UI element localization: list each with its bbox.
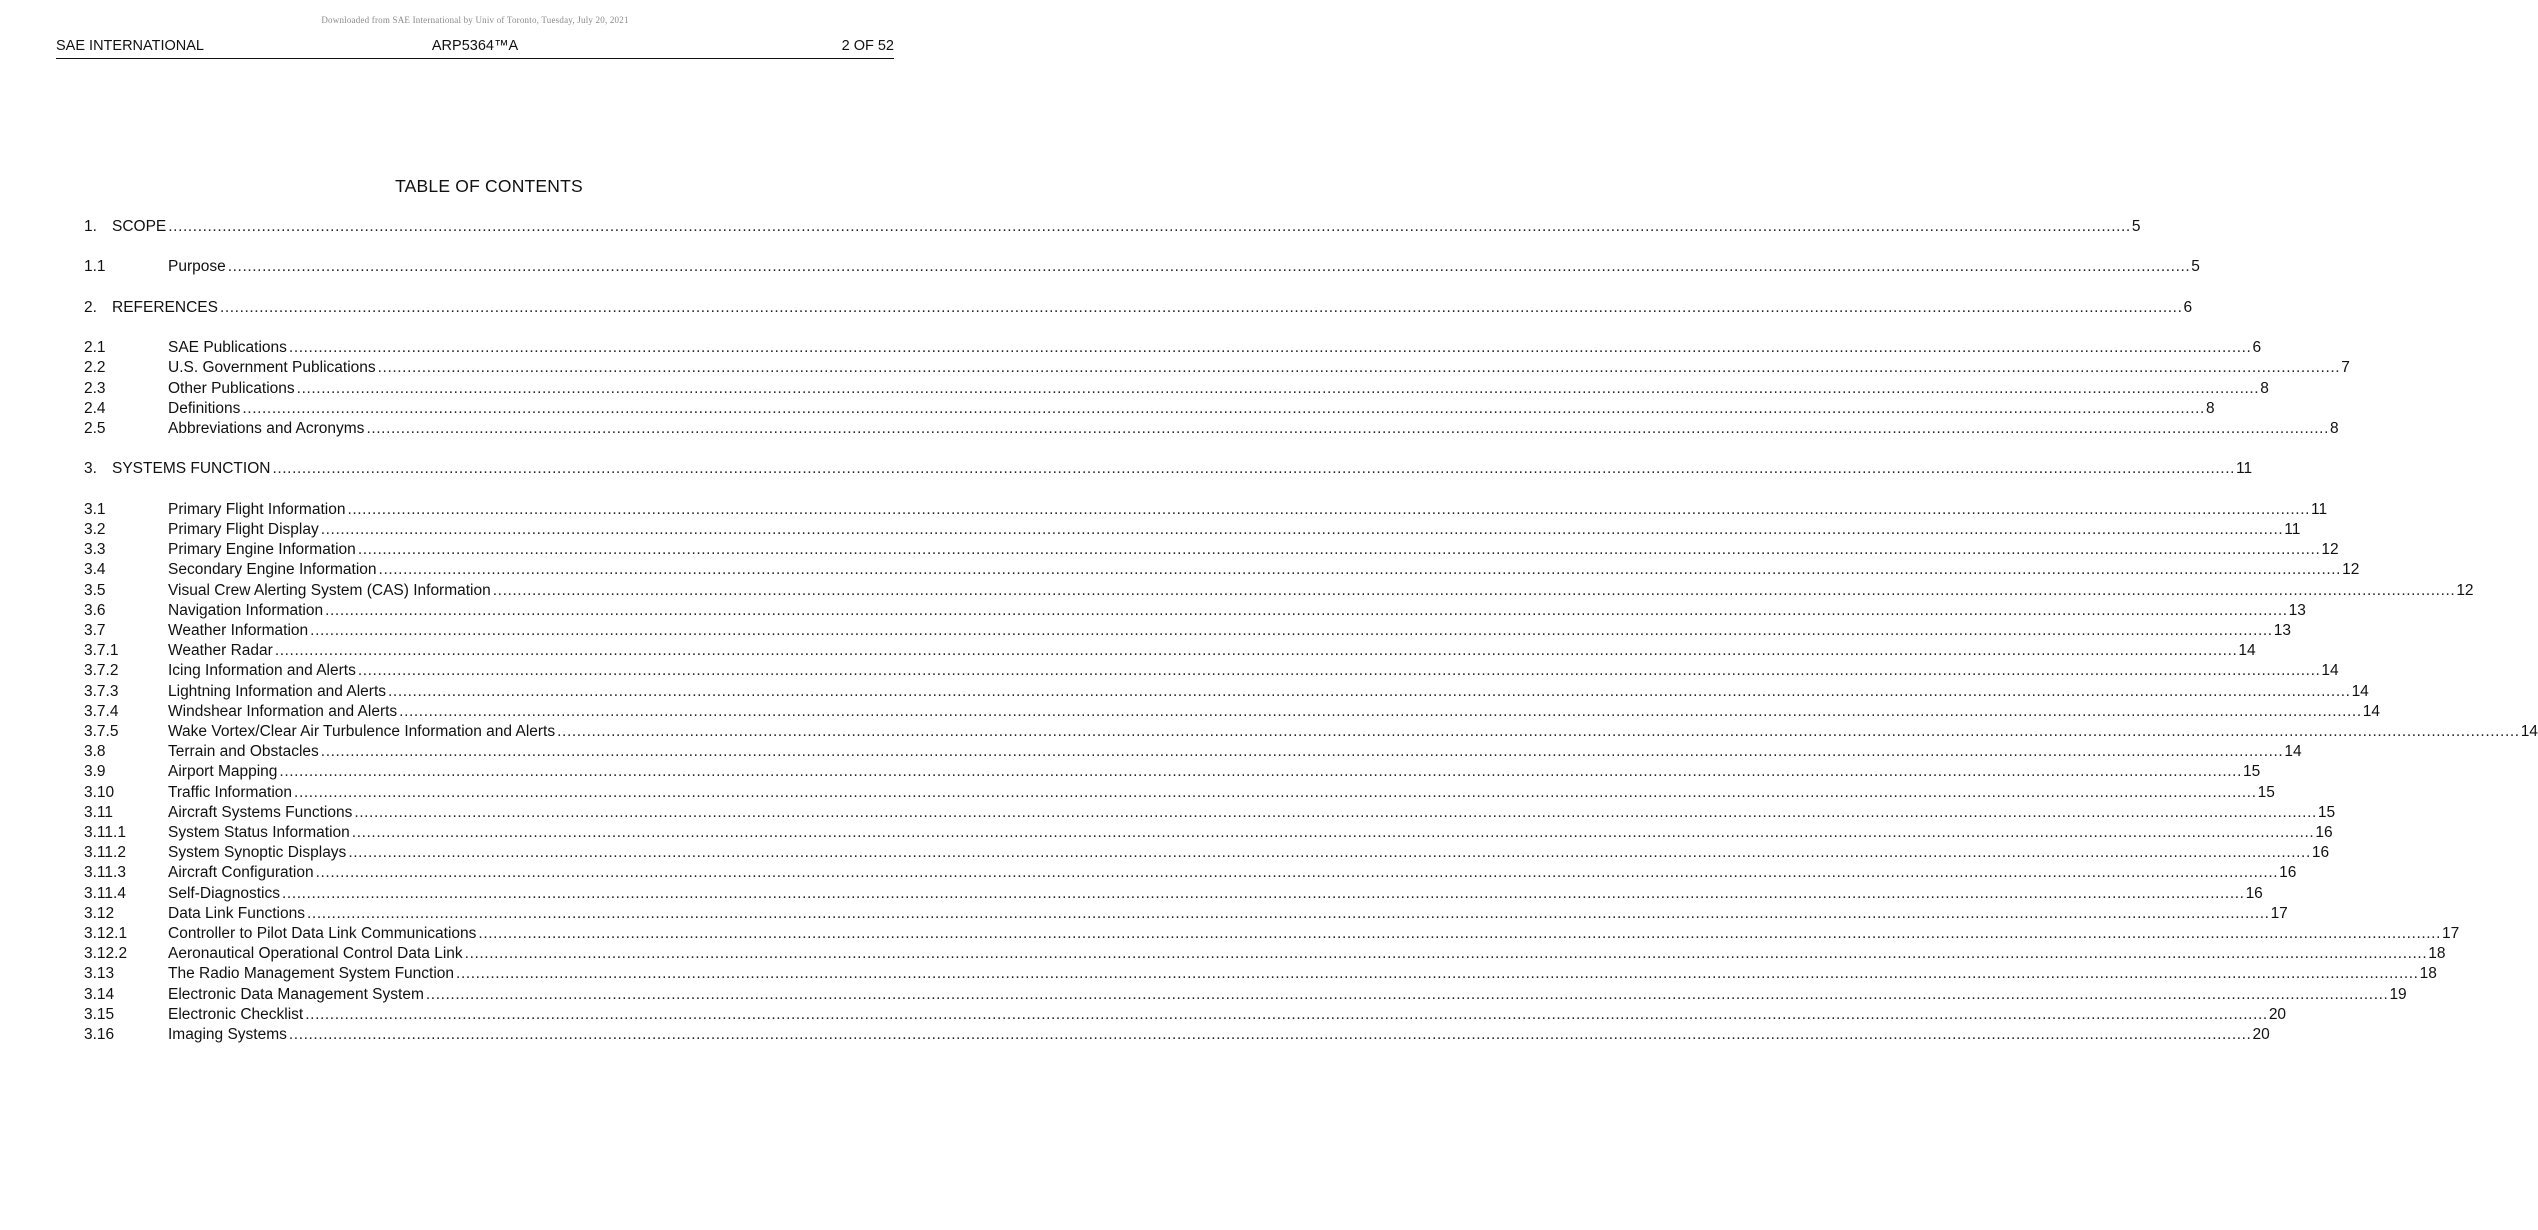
toc-entry[interactable] bbox=[84, 621, 2291, 641]
toc-entry[interactable] bbox=[84, 419, 2339, 439]
toc-entry-title: Terrain and Obstacles bbox=[168, 743, 319, 761]
toc-entry-number: 3.11 bbox=[84, 803, 114, 821]
toc-entry-page: 11 bbox=[2284, 521, 2301, 538]
toc-entry[interactable] bbox=[84, 722, 2538, 742]
toc-entry[interactable] bbox=[84, 863, 2297, 883]
toc-dot-leader: ................................................................................................................................................................................................................................................................................................................................................................................................................ bbox=[366, 420, 2329, 437]
toc-entry-number: 3.3 bbox=[84, 541, 106, 559]
toc-entry-page: 19 bbox=[2389, 985, 2407, 1003]
toc-entry-number: 3.15 bbox=[84, 1005, 115, 1023]
toc-dot-leader: ................................................................................................................................................................................................................................................................................................................................................................................................................ bbox=[351, 824, 2315, 841]
header-publisher: SAE INTERNATIONAL bbox=[56, 38, 204, 54]
toc-entry-number: 3.11.2 bbox=[84, 844, 126, 862]
toc-entry-title: Electronic Data Management System bbox=[168, 985, 424, 1003]
toc-entry-page: 13 bbox=[2288, 601, 2306, 619]
toc-entry-page: 17 bbox=[2441, 925, 2460, 942]
toc-entry[interactable] bbox=[84, 762, 2261, 782]
toc-dot-leader: ................................................................................................................................................................................................................................................................................................................................................................................................................ bbox=[242, 399, 2205, 417]
toc-entry-title: Navigation Information bbox=[168, 601, 324, 619]
toc-dot-leader: ................................................................................................................................................................................................................................................................................................................................................................................................................ bbox=[478, 925, 2441, 942]
toc-entry-number: 3.9 bbox=[84, 763, 106, 781]
toc-entry-title: SYSTEMS FUNCTION bbox=[112, 460, 271, 478]
toc-dot-leader: ................................................................................................................................................................................................................................................................................................................................................................................................................ bbox=[168, 218, 2131, 235]
toc-entry[interactable] bbox=[84, 399, 2215, 419]
toc-dot-leader: ................................................................................................................................................................................................................................................................................................................................................................................................................ bbox=[464, 945, 2428, 963]
toc-entry-page: 8 bbox=[2260, 379, 2269, 397]
toc-entry-page: 7 bbox=[2341, 359, 2350, 377]
toc-entry-title: Other Publications bbox=[168, 379, 295, 397]
toc-entry-title: SAE Publications bbox=[168, 339, 287, 357]
toc-entry-title: Secondary Engine Information bbox=[168, 561, 377, 579]
toc-entry-page: 16 bbox=[2311, 844, 2330, 862]
toc-dot-leader: ................................................................................................................................................................................................................................................................................................................................................................................................................ bbox=[492, 581, 2456, 599]
toc-entry-page: 6 bbox=[2183, 298, 2193, 316]
toc-entry-page: 6 bbox=[2252, 339, 2262, 357]
toc-entry-title: Purpose bbox=[168, 258, 226, 276]
toc-entry-title: Imaging Systems bbox=[168, 1026, 287, 1043]
toc-entry-page: 14 bbox=[2238, 642, 2256, 660]
toc-entry-page: 14 bbox=[2351, 682, 2369, 700]
toc-entry[interactable] bbox=[84, 823, 2333, 843]
toc-dot-leader: ................................................................................................................................................................................................................................................................................................................................................................................................................ bbox=[325, 601, 2288, 619]
toc-entry-number: 3.1 bbox=[84, 500, 106, 518]
toc-dot-leader: ................................................................................................................................................................................................................................................................................................................................................................................................................ bbox=[320, 743, 2284, 761]
toc-dot-leader: ................................................................................................................................................................................................................................................................................................................................................................................................................ bbox=[425, 985, 2389, 1003]
toc-entry-page: 14 bbox=[2284, 743, 2302, 761]
toc-dot-leader: ................................................................................................................................................................................................................................................................................................................................................................................................................ bbox=[288, 1026, 2252, 1043]
toc-entry-title: Aeronautical Operational Control Data Link bbox=[168, 945, 463, 963]
toc-entry[interactable] bbox=[84, 843, 2330, 863]
toc-entry[interactable] bbox=[84, 601, 2306, 621]
toc-entry-page: 8 bbox=[2205, 399, 2215, 417]
toc-entry-number: 3.11.1 bbox=[84, 824, 126, 841]
toc-entry-page: 5 bbox=[2131, 218, 2141, 235]
toc-entry-page: 15 bbox=[2317, 803, 2336, 821]
toc-dot-leader: ................................................................................................................................................................................................................................................................................................................................................................................................................ bbox=[307, 904, 2270, 922]
toc-dot-leader: ................................................................................................................................................................................................................................................................................................................................................................................................................ bbox=[378, 561, 2342, 579]
toc-entry-page: 5 bbox=[2191, 258, 2200, 276]
toc-entry-title: Aircraft Systems Functions bbox=[168, 803, 353, 821]
toc-entry-number: 3.16 bbox=[84, 1026, 115, 1043]
toc-entry-number: 3.8 bbox=[84, 743, 106, 761]
toc-entry-number: 3.7.1 bbox=[84, 642, 119, 660]
toc-dot-leader: ................................................................................................................................................................................................................................................................................................................................................................................................................ bbox=[274, 642, 2238, 660]
toc-entry-title: Abbreviations and Acronyms bbox=[168, 420, 365, 437]
toc-dot-leader: ................................................................................................................................................................................................................................................................................................................................................................................................................ bbox=[377, 359, 2341, 377]
toc-entry-title: Electronic Checklist bbox=[168, 1005, 304, 1023]
toc-entry[interactable] bbox=[84, 520, 2301, 540]
toc-entry[interactable] bbox=[84, 459, 2253, 479]
toc-entry-title: U.S. Government Publications bbox=[168, 359, 376, 377]
toc-entry[interactable] bbox=[84, 1005, 2287, 1025]
toc-dot-leader: ................................................................................................................................................................................................................................................................................................................................................................................................................ bbox=[294, 783, 2257, 801]
toc-entry-number: 2. bbox=[84, 298, 97, 316]
toc-entry-page: 14 bbox=[2321, 662, 2339, 680]
toc-entry[interactable] bbox=[84, 500, 2328, 520]
toc-entry-number: 3.7.2 bbox=[84, 662, 119, 680]
toc-entry-number: 3.7.5 bbox=[84, 723, 119, 740]
toc-entry-page: 11 bbox=[2311, 500, 2328, 518]
toc-entry-page: 12 bbox=[2342, 561, 2360, 579]
toc-entry-number: 3.7.3 bbox=[84, 682, 119, 700]
toc-entry-title: Icing Information and Alerts bbox=[168, 662, 356, 680]
toc-entry-number: 3.2 bbox=[84, 521, 106, 538]
toc-entry-number: 3.10 bbox=[84, 783, 115, 801]
toc-entry-title: REFERENCES bbox=[112, 298, 218, 316]
toc-entry[interactable] bbox=[84, 257, 2200, 277]
toc-entry-title: Visual Crew Alerting System (CAS) Information bbox=[168, 581, 491, 599]
toc-dot-leader: ................................................................................................................................................................................................................................................................................................................................................................................................................ bbox=[347, 500, 2311, 518]
toc-entry-number: 3.7 bbox=[84, 622, 106, 639]
toc-entry-page: 16 bbox=[2315, 824, 2333, 841]
toc-dot-leader: ................................................................................................................................................................................................................................................................................................................................................................................................................ bbox=[282, 884, 2245, 902]
toc-entry-title: Weather Radar bbox=[168, 642, 273, 660]
toc-entry[interactable] bbox=[84, 540, 2339, 560]
toc-entry[interactable] bbox=[84, 358, 2350, 378]
toc-entry-title: Lightning Information and Alerts bbox=[168, 682, 386, 700]
toc-dot-leader: ................................................................................................................................................................................................................................................................................................................................................................................................................ bbox=[456, 965, 2419, 983]
toc-entry-page: 14 bbox=[2362, 702, 2380, 720]
toc-entry-number: 2.3 bbox=[84, 379, 106, 397]
toc-dot-leader: ................................................................................................................................................................................................................................................................................................................................................................................................................ bbox=[315, 864, 2279, 882]
toc-entry-title: System Synoptic Displays bbox=[168, 844, 347, 862]
toc-entry-page: 8 bbox=[2330, 420, 2339, 437]
toc-entry-number: 3.14 bbox=[84, 985, 115, 1003]
toc-entry-page: 20 bbox=[2268, 1005, 2287, 1023]
toc-entry-title: Windshear Information and Alerts bbox=[168, 702, 398, 720]
toc-entry-page: 16 bbox=[2245, 884, 2263, 902]
toc-entry[interactable] bbox=[84, 338, 2262, 358]
toc-entry-title: Data Link Functions bbox=[168, 904, 305, 922]
toc-dot-leader: ................................................................................................................................................................................................................................................................................................................................................................................................................ bbox=[557, 723, 2520, 740]
toc-dot-leader: ................................................................................................................................................................................................................................................................................................................................................................................................................ bbox=[227, 258, 2191, 276]
toc-entry-title: Definitions bbox=[168, 399, 241, 417]
toc-entry-title: Primary Flight Display bbox=[168, 521, 319, 538]
toc-entry[interactable] bbox=[84, 944, 2446, 964]
toc-entry-number: 3.4 bbox=[84, 561, 106, 579]
toc-entry-page: 15 bbox=[2257, 783, 2275, 801]
toc-dot-leader: ................................................................................................................................................................................................................................................................................................................................................................................................................ bbox=[296, 379, 2260, 397]
toc-dot-leader: ................................................................................................................................................................................................................................................................................................................................................................................................................ bbox=[310, 622, 2273, 639]
toc-entry[interactable] bbox=[84, 702, 2380, 722]
toc-entry[interactable] bbox=[84, 985, 2407, 1005]
toc-entry-number: 1.1 bbox=[84, 258, 106, 276]
toc-entry-title: System Status Information bbox=[168, 824, 350, 841]
toc-entry[interactable] bbox=[84, 884, 2263, 904]
toc-entry[interactable] bbox=[84, 803, 2336, 823]
toc-dot-leader: ................................................................................................................................................................................................................................................................................................................................................................................................................ bbox=[357, 541, 2321, 559]
toc-entry[interactable] bbox=[84, 682, 2369, 702]
toc-entry-page: 20 bbox=[2252, 1026, 2270, 1043]
toc-entry-title: Traffic Information bbox=[168, 783, 293, 801]
toc-entry[interactable] bbox=[84, 783, 2275, 803]
toc-entry-page: 12 bbox=[2321, 541, 2339, 559]
header-page-count: 2 OF 52 bbox=[841, 38, 894, 54]
toc-entry-number: 3.12 bbox=[84, 904, 115, 922]
toc-entry-number: 3.6 bbox=[84, 601, 106, 619]
toc-entry-page: 17 bbox=[2270, 904, 2288, 922]
toc-dot-leader: ................................................................................................................................................................................................................................................................................................................................................................................................................ bbox=[279, 763, 2242, 781]
toc-entry-number: 3.7.4 bbox=[84, 702, 119, 720]
toc-entry-title: Aircraft Configuration bbox=[168, 864, 314, 882]
header-document-number: ARP5364™A bbox=[431, 38, 519, 54]
toc-entry-title: Airport Mapping bbox=[168, 763, 278, 781]
toc-dot-leader: ................................................................................................................................................................................................................................................................................................................................................................................................................ bbox=[348, 844, 2311, 862]
toc-dot-leader: ................................................................................................................................................................................................................................................................................................................................................................................................................ bbox=[399, 702, 2362, 720]
toc-entry-number: 3.11.4 bbox=[84, 884, 126, 902]
toc-entry-page: 18 bbox=[2428, 945, 2446, 963]
toc-dot-leader: ................................................................................................................................................................................................................................................................................................................................................................................................................ bbox=[219, 298, 2183, 316]
toc-dot-leader: ................................................................................................................................................................................................................................................................................................................................................................................................................ bbox=[305, 1005, 2268, 1023]
toc-entry-title: Primary Engine Information bbox=[168, 541, 356, 559]
toc-entry-page: 12 bbox=[2456, 581, 2474, 599]
toc-entry-title: Controller to Pilot Data Link Communications bbox=[168, 925, 477, 942]
toc-entry-number: 3.11.3 bbox=[84, 864, 126, 882]
toc-entry-number: 1. bbox=[84, 218, 97, 235]
toc-entry-number: 2.4 bbox=[84, 399, 106, 417]
toc-dot-leader: ................................................................................................................................................................................................................................................................................................................................................................................................................ bbox=[288, 339, 2252, 357]
toc-entry[interactable] bbox=[84, 581, 2474, 601]
toc-entry[interactable] bbox=[84, 964, 2437, 984]
toc-entry[interactable] bbox=[84, 924, 2460, 944]
toc-entry-title: Self-Diagnostics bbox=[168, 884, 280, 902]
toc-entry-number: 3. bbox=[84, 460, 97, 478]
toc-entry[interactable] bbox=[84, 560, 2360, 580]
toc-dot-leader: ................................................................................................................................................................................................................................................................................................................................................................................................................ bbox=[388, 682, 2351, 700]
toc-entry-number: 3.12.1 bbox=[84, 925, 128, 942]
toc-entry-title: The Radio Management System Function bbox=[168, 965, 455, 983]
toc-entry-number: 3.12.2 bbox=[84, 945, 128, 963]
toc-dot-leader: ................................................................................................................................................................................................................................................................................................................................................................................................................ bbox=[272, 460, 2236, 478]
toc-entry[interactable] bbox=[84, 217, 2141, 237]
download-watermark: Downloaded from SAE International by Univ of Toronto, Tuesday, July 20, 2021 bbox=[321, 15, 629, 25]
toc-entry-number: 3.5 bbox=[84, 581, 106, 599]
toc-entry-number: 2.1 bbox=[84, 339, 106, 357]
toc-dot-leader: ................................................................................................................................................................................................................................................................................................................................................................................................................ bbox=[357, 662, 2321, 680]
toc-entry-page: 14 bbox=[2520, 723, 2538, 740]
toc-entry-page: 16 bbox=[2279, 864, 2297, 882]
toc-dot-leader: ................................................................................................................................................................................................................................................................................................................................................................................................................ bbox=[320, 521, 2284, 538]
page-header bbox=[56, 38, 894, 59]
toc-entry[interactable] bbox=[84, 379, 2269, 399]
toc-entry-number: 2.2 bbox=[84, 359, 106, 377]
toc-entry[interactable] bbox=[84, 1025, 2270, 1045]
toc-dot-leader: ................................................................................................................................................................................................................................................................................................................................................................................................................ bbox=[354, 803, 2317, 821]
toc-entry-page: 18 bbox=[2419, 965, 2437, 983]
toc-entry[interactable] bbox=[84, 641, 2256, 661]
toc-entry[interactable] bbox=[84, 742, 2302, 762]
toc-entry[interactable] bbox=[84, 661, 2339, 681]
toc-entry-page: 11 bbox=[2236, 460, 2253, 478]
toc-entry-title: SCOPE bbox=[112, 218, 167, 235]
toc-entry[interactable] bbox=[84, 298, 2193, 318]
toc-entry-title: Wake Vortex/Clear Air Turbulence Information and Alerts bbox=[168, 723, 556, 740]
toc-entry-number: 3.13 bbox=[84, 965, 115, 983]
toc-entry-title: Primary Flight Information bbox=[168, 500, 346, 518]
toc-title: TABLE OF CONTENTS bbox=[395, 176, 583, 196]
toc-entry-number: 2.5 bbox=[84, 420, 106, 437]
toc-entry[interactable] bbox=[84, 904, 2288, 924]
toc-entry-page: 13 bbox=[2273, 622, 2291, 639]
toc-entry-page: 15 bbox=[2242, 763, 2261, 781]
toc-entry-title: Weather Information bbox=[168, 622, 309, 639]
